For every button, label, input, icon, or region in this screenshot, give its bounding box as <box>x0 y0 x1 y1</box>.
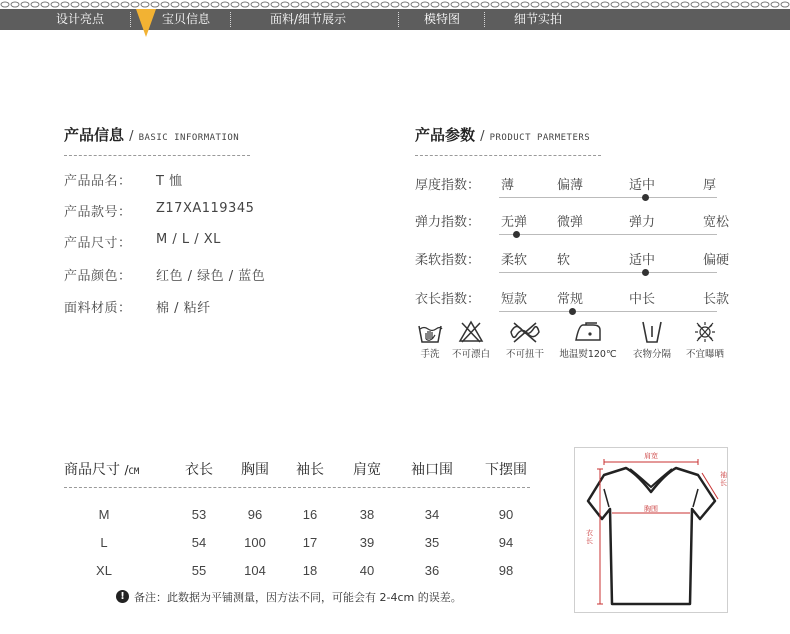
param-option: 柔软 <box>501 253 528 268</box>
size-cell: 100 <box>244 535 266 550</box>
info-value: 红色 / 绿色 / 蓝色 <box>156 269 266 284</box>
info-row-material <box>64 297 211 316</box>
care-item <box>622 320 682 360</box>
divider <box>64 155 250 156</box>
info-label: 产品颜色： <box>64 269 132 284</box>
shoulder-width-label: 肩宽 <box>644 452 658 460</box>
info-value: M / L / XL <box>156 232 221 247</box>
param-scale-track <box>499 311 717 312</box>
care-label: 衣物分隔 <box>632 349 671 360</box>
size-cell: 38 <box>359 507 375 522</box>
warning-icon: ! <box>116 590 129 603</box>
top-navigation <box>0 0 790 30</box>
hand-wash-icon <box>417 320 443 344</box>
separate-wash-icon <box>639 320 665 344</box>
low-iron-icon <box>573 320 603 344</box>
param-scale-marker <box>642 194 649 201</box>
nav-separator <box>398 12 399 27</box>
param-scale-marker <box>569 308 576 315</box>
param-scale-marker <box>513 231 520 238</box>
size-cell: 18 <box>302 563 318 578</box>
divider <box>64 487 530 488</box>
size-cell: 96 <box>247 507 263 522</box>
param-option: 偏薄 <box>557 178 584 193</box>
measurement-diagram <box>574 447 728 613</box>
size-cell: 54 <box>191 535 207 550</box>
active-nav-indicator <box>136 9 156 37</box>
info-value: T 恤 <box>156 174 183 189</box>
size-column-header: 胸围 <box>241 462 269 478</box>
param-option: 长款 <box>703 292 730 307</box>
param-scale-track <box>499 234 717 235</box>
decorative-chain-pattern <box>0 0 790 9</box>
product-info-heading <box>64 124 239 145</box>
info-value: Z17XA119345 <box>156 201 255 216</box>
param-option: 适中 <box>629 178 656 193</box>
care-item <box>558 320 618 360</box>
param-option: 软 <box>557 253 571 268</box>
size-table-title <box>64 459 139 479</box>
size-row-label: M <box>98 507 110 522</box>
measurement-note: 备注：此数据为平铺测量，因方法不同，可能会有 2-4cm 的误差。 <box>134 591 462 604</box>
param-option: 短款 <box>501 292 528 307</box>
product-info-subtitle: BASIC INFORMATION <box>138 133 240 143</box>
param-label: 弹力指数： <box>415 215 481 230</box>
nav-separator <box>484 12 485 27</box>
info-row-name <box>64 170 183 189</box>
care-label: 手洗 <box>420 349 440 360</box>
param-option: 中长 <box>629 292 656 307</box>
param-option: 微弹 <box>557 215 584 230</box>
size-row-label: XL <box>96 563 112 578</box>
nav-separator <box>130 12 131 27</box>
size-column-header: 袖长 <box>296 462 324 478</box>
care-label: 不可扭干 <box>505 349 544 360</box>
param-scale-marker <box>642 269 649 276</box>
size-cell: 53 <box>191 507 207 522</box>
info-label: 产品款号： <box>64 205 132 220</box>
param-option: 弹力 <box>629 215 656 230</box>
size-cell: 40 <box>359 563 375 578</box>
param-option: 偏硬 <box>703 253 730 268</box>
nav-item-fabric-details[interactable]: 面料/细节展示 <box>270 12 347 26</box>
length-label: 衣长 <box>586 529 593 545</box>
no-bleach-icon <box>458 320 484 344</box>
info-row-style-number <box>64 201 255 220</box>
info-row-color <box>64 265 266 284</box>
info-value: 棉 / 粘纤 <box>156 301 211 316</box>
care-item <box>441 320 501 360</box>
nav-bar <box>0 9 790 30</box>
size-cell: 90 <box>498 507 514 522</box>
size-table-unit: CM <box>128 467 140 477</box>
nav-item-model-photos[interactable]: 模特图 <box>424 12 461 26</box>
size-cell: 98 <box>498 563 514 578</box>
size-column-header: 肩宽 <box>353 462 381 478</box>
care-label: 地温熨120℃ <box>559 349 617 360</box>
size-cell: 34 <box>424 507 440 522</box>
heading-slash: / <box>480 129 485 144</box>
care-item <box>675 320 735 360</box>
param-option: 宽松 <box>703 215 730 230</box>
size-cell: 16 <box>302 507 318 522</box>
size-column-header: 下摆围 <box>485 462 527 478</box>
sleeve-length-label: 袖长 <box>720 471 727 487</box>
care-label: 不宜曝晒 <box>685 349 724 360</box>
size-cell: 36 <box>424 563 440 578</box>
info-row-size <box>64 232 221 251</box>
info-label: 产品品名： <box>64 174 132 189</box>
size-row-label: L <box>100 535 108 550</box>
product-info-title: 产品信息 <box>64 126 125 144</box>
size-cell: 104 <box>244 563 266 578</box>
nav-separator <box>230 12 231 27</box>
size-column-header: 衣长 <box>185 462 213 478</box>
chest-label: 胸围 <box>644 505 658 513</box>
param-scale-track <box>499 272 717 273</box>
param-option: 薄 <box>501 178 515 193</box>
nav-item-design-highlights[interactable]: 设计亮点 <box>56 12 105 26</box>
nav-item-product-info[interactable]: 宝贝信息 <box>162 12 211 26</box>
info-label: 产品尺寸： <box>64 236 132 251</box>
size-table-title-text: 商品尺寸 <box>64 462 120 478</box>
heading-slash: / <box>124 463 129 477</box>
param-label: 柔软指数： <box>415 253 481 268</box>
size-cell: 39 <box>359 535 375 550</box>
param-option: 厚 <box>703 178 717 193</box>
param-option: 适中 <box>629 253 656 268</box>
care-label: 不可漂白 <box>451 349 490 360</box>
t-shirt-outline-icon <box>574 447 728 613</box>
divider <box>415 155 601 156</box>
care-item <box>495 320 555 360</box>
nav-item-detail-shots[interactable]: 细节实拍 <box>514 12 563 26</box>
size-cell: 17 <box>302 535 318 550</box>
no-wring-icon <box>508 320 542 344</box>
size-column-header: 袖口围 <box>411 462 453 478</box>
heading-slash: / <box>129 129 134 144</box>
param-scale-track <box>499 197 717 198</box>
param-option: 无弹 <box>501 215 528 230</box>
param-label: 衣长指数： <box>415 292 481 307</box>
product-params-subtitle: PRODUCT PARMETERS <box>489 133 591 143</box>
no-sun-dry-icon <box>692 320 718 344</box>
param-label: 厚度指数： <box>415 178 481 193</box>
product-params-title: 产品参数 <box>415 126 476 144</box>
product-params-heading <box>415 124 590 145</box>
info-label: 面料材质： <box>64 301 132 316</box>
size-cell: 35 <box>424 535 440 550</box>
param-option: 常规 <box>557 292 584 307</box>
size-cell: 94 <box>498 535 514 550</box>
size-cell: 55 <box>191 563 207 578</box>
